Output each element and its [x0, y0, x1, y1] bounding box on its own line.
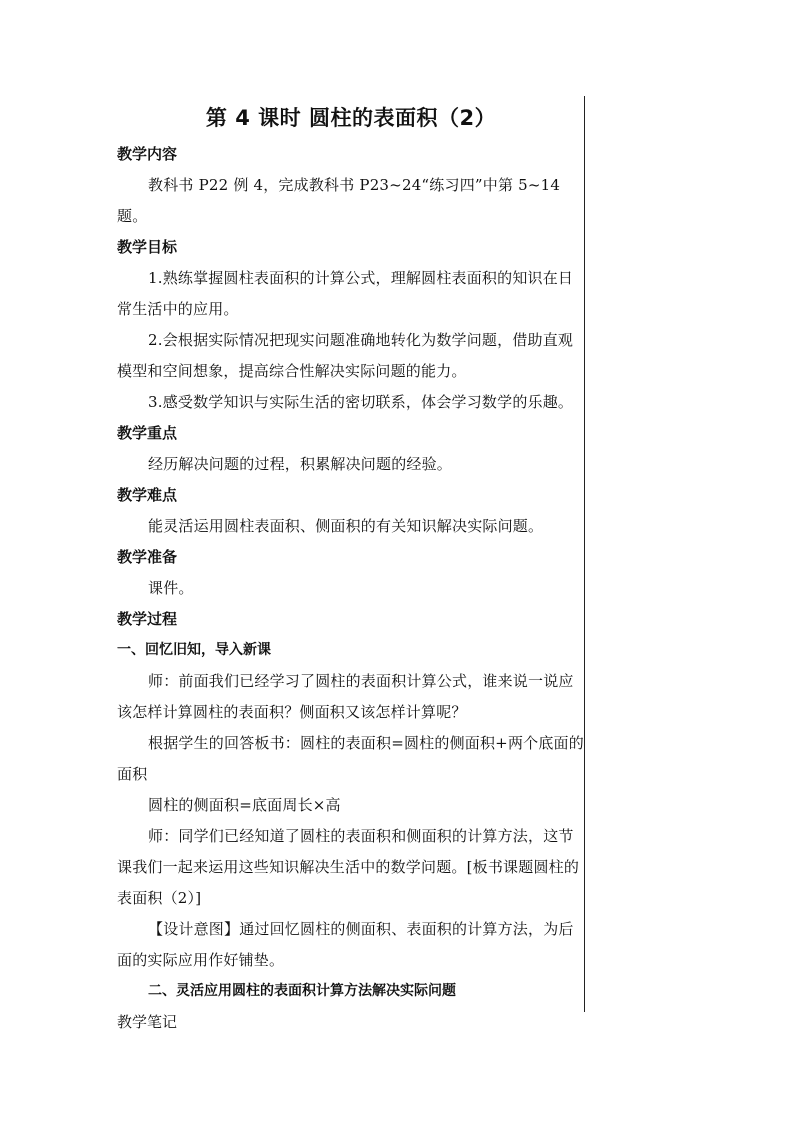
process-paragraph-3: 圆柱的侧面积=底面周长×高 [148, 796, 341, 814]
heading-difficulties: 教学难点 [117, 486, 178, 504]
lesson-plan-body [117, 100, 585, 1038]
goal-item-1: 1.熟练掌握圆柱表面积的计算公式，理解圆柱表面积的知识在日常生活中的应用。 [117, 269, 574, 318]
key-points-text: 经历解决问题的过程，积累解决问题的经验。 [148, 455, 453, 473]
heading-key-points: 教学重点 [117, 424, 178, 442]
heading-teaching-process: 教学过程 [117, 610, 178, 628]
heading-teaching-goals: 教学目标 [117, 238, 178, 256]
process-paragraph-1: 师：前面我们已经学习了圆柱的表面积计算公式，谁来说一说应该怎样计算圆柱的表面积？侧面积又该怎样计算呢？ [117, 672, 574, 721]
teaching-notes-label: 教学笔记 [117, 1013, 178, 1031]
process-part1-heading: 一、回忆旧知，导入新课 [117, 642, 271, 658]
process-part2-heading: 二、灵活应用圆柱的表面积计算方法解决实际问题 [148, 983, 456, 999]
page-title: 第 4 课时 圆柱的表面积（2） [205, 106, 497, 130]
process-paragraph-4: 师：同学们已经知道了圆柱的表面积和侧面积的计算方法，这节课我们一起来运用这些知识解决生活中的数学问题。[板书课题圆柱的表面积（2）] [117, 827, 580, 907]
goal-item-3: 3.感受数学知识与实际生活的密切联系，体会学习数学的乐趣。 [148, 393, 574, 411]
difficulties-text: 能灵活运用圆柱表面积、侧面积的有关知识解决实际问题。 [148, 517, 544, 535]
goal-item-2: 2.会根据实际情况把现实问题准确地转化为数学问题，借助直观模型和空间想象，提高综合性解决实际问题的能力。 [117, 331, 574, 380]
process-paragraph-2: 根据学生的回答板书：圆柱的表面积=圆柱的侧面积+两个底面的面积 [117, 734, 584, 783]
heading-teaching-content: 教学内容 [117, 145, 178, 163]
preparation-text: 课件。 [148, 579, 194, 597]
design-intent-paragraph: 【设计意图】通过回忆圆柱的侧面积、表面积的计算方法，为后面的实际应用作好铺垫。 [117, 920, 574, 969]
heading-preparation: 教学准备 [117, 548, 178, 566]
teaching-content-text: 教科书 P22 例 4，完成教科书 P23~24“练习四”中第 5~14 题。 [117, 176, 561, 225]
